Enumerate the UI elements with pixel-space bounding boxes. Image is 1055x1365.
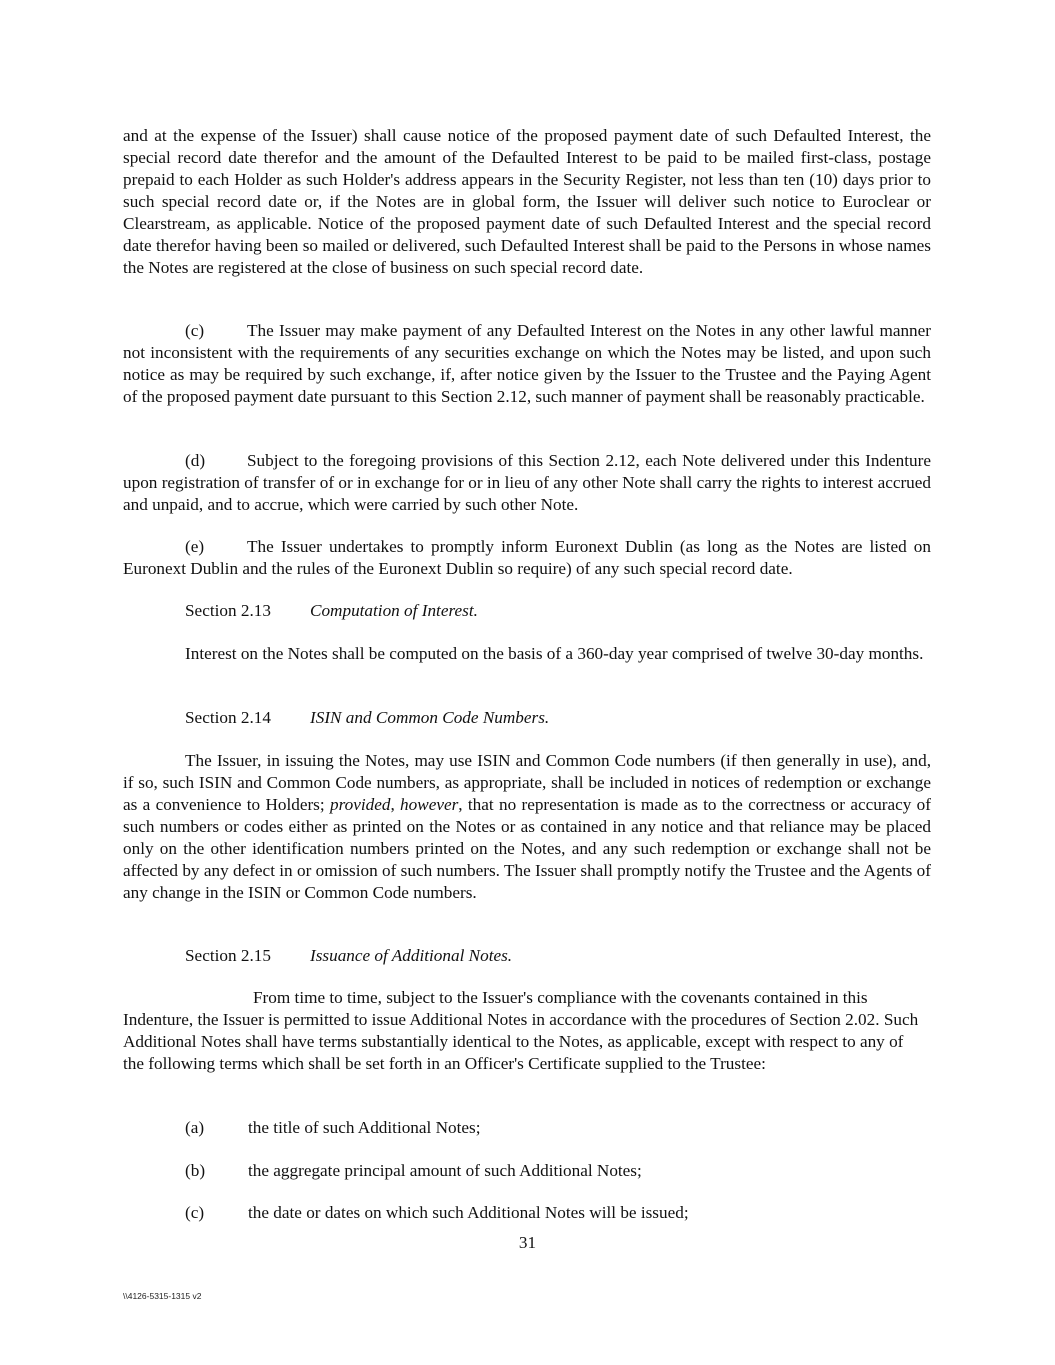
list-item-label: (c) xyxy=(185,1203,205,1222)
list-item-c xyxy=(185,1202,689,1224)
section-2-13-body: Interest on the Notes shall be computed on the basis of a 360-day year comprised of twelve 30-day months. xyxy=(185,644,924,663)
section-2-15-body: From time to time, subject to the Issuer's compliance with the covenants contained in this Indenture, the Issuer is permitted to issue Additional Notes in accordance with the procedures of Section 2.02. Such Additional Notes shall have terms substantially identical to the Notes, as applicable, except with respect to any of the following terms which shall be set forth in an Officer's Certificate supplied to the Trustee: xyxy=(123,988,919,1073)
section-2-14-heading xyxy=(185,707,549,729)
section-number: Section 2.13 xyxy=(185,601,271,620)
subsection-e-label: (e) xyxy=(185,537,205,556)
subsection-e-text: The Issuer undertakes to promptly inform Euronext Dublin (as long as the Notes are listed on Euronext Dublin and the rules of the Euronext Dublin so require) of any such special record date. xyxy=(123,537,931,578)
list-item-label: (b) xyxy=(185,1161,206,1180)
subsection-e-paragraph xyxy=(123,536,931,580)
however-term: however xyxy=(400,795,459,814)
body-text-part1: The Issuer, in issuing the Notes, may use ISIN and Common Code numbers (if then generally in use), and, if so, such ISIN and Common Code numbers, as appropriate, shall be included in notices of redemption or exchange as a convenience to Holders; xyxy=(123,751,931,814)
section-number: Section 2.15 xyxy=(185,946,271,965)
subsection-c-text: The Issuer may make payment of any Defaulted Interest on the Notes in any other lawful manner not inconsistent with the requirements of any securities exchange on which the Notes may be listed, and upon such notice as may be required by such exchange, if, after notice given by the Issuer to the Trustee and the Paying Agent of the proposed payment date pursuant to this Section 2.12, such manner of payment shall be reasonably practicable. xyxy=(123,321,931,406)
document-id-footer: \\4126-5315-1315 v2 xyxy=(123,1291,202,1301)
list-item-text: the date or dates on which such Additional Notes will be issued; xyxy=(248,1203,689,1222)
section-2-15-heading xyxy=(185,945,512,967)
section-number: Section 2.14 xyxy=(185,708,271,727)
comma-text: , xyxy=(390,795,401,814)
page-number: 31 xyxy=(518,1233,537,1252)
subsection-c-label: (c) xyxy=(185,321,205,340)
provided-term: provided xyxy=(329,795,391,814)
subsection-c-paragraph xyxy=(123,320,931,408)
section-2-13-heading xyxy=(185,600,478,622)
section-2-14-body xyxy=(123,750,931,904)
list-item-text: the title of such Additional Notes; xyxy=(248,1118,481,1137)
subsection-d-label: (d) xyxy=(185,451,206,470)
continuation-paragraph: and at the expense of the Issuer) shall cause notice of the proposed payment date of such Defaulted Interest, the special record date therefor and the amount of the Defaulted Interest to be paid to be mailed first-class, postage prepaid to each Holder as such Holder's address appears in the Security Register, not less than ten (10) days prior to such special record date or, if the Notes are in global form, the Issuer will deliver such notice to Euroclear or Clearstream, as applicable. Notice of the proposed payment date of such Defaulted Interest and the special record date therefor having been so mailed or delivered, such Defaulted Interest shall be paid to the Persons in whose names the Notes are registered at the close of business on such special record date. xyxy=(123,126,931,277)
body-text-part2: , that no representation is made as to the correctness or accuracy of such numbers or codes either as printed on the Notes or as contained in any notice and that reliance may be placed only on the other identification numbers printed on the Notes, and any such redemption or exchange shall not be affected by any defect in or omission of such numbers. The Issuer shall promptly notify the Trustee and the Agents of any change in the ISIN or Common Code numbers. xyxy=(123,795,931,902)
list-item-a xyxy=(185,1117,480,1139)
subsection-d-paragraph xyxy=(123,450,931,516)
section-title: Issuance of Additional Notes. xyxy=(310,946,513,965)
list-item-text: the aggregate principal amount of such Additional Notes; xyxy=(248,1161,642,1180)
list-item-label: (a) xyxy=(185,1118,205,1137)
section-title: ISIN and Common Code Numbers. xyxy=(310,708,550,727)
list-item-b xyxy=(185,1160,642,1182)
subsection-d-text: Subject to the foregoing provisions of this Section 2.12, each Note delivered under this Indenture upon registration of transfer of or in exchange for or in lieu of any other Note shall carry the rights to interest accrued and unpaid, and to accrue, which were carried by such other Note. xyxy=(123,451,931,514)
section-title: Computation of Interest. xyxy=(310,601,478,620)
